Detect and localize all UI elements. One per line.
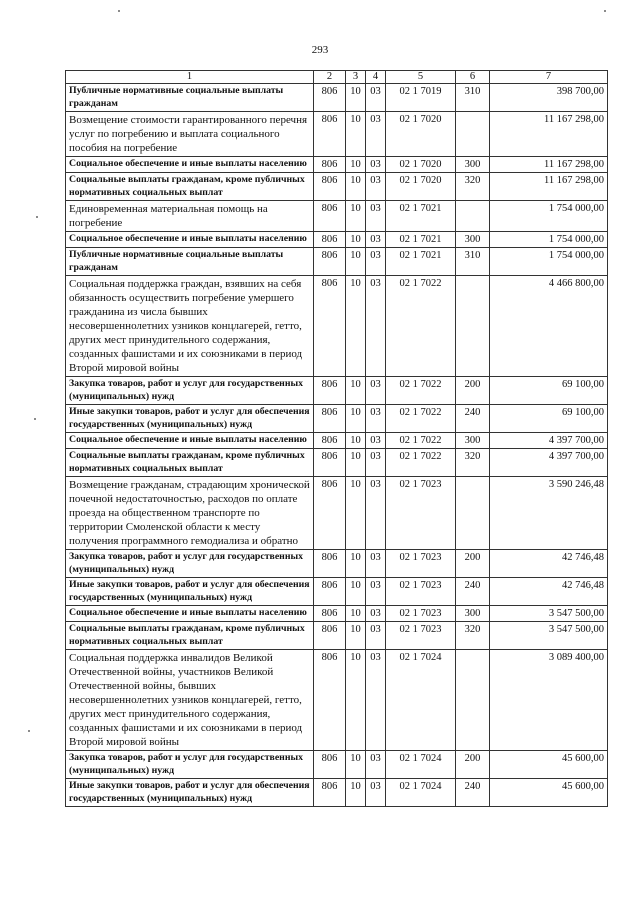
row-ved-cell: 806 <box>314 84 346 112</box>
row-vr-cell <box>456 201 490 232</box>
row-rz-cell: 10 <box>346 751 366 779</box>
table-body <box>66 84 608 807</box>
scan-speck <box>36 216 38 218</box>
row-csr-cell: 02 1 7024 <box>386 779 456 807</box>
row-sum-cell: 11 167 298,00 <box>490 112 608 157</box>
row-ved-cell: 806 <box>314 449 346 477</box>
row-vr-cell: 200 <box>456 550 490 578</box>
row-sum-cell: 69 100,00 <box>490 405 608 433</box>
row-rz-cell: 10 <box>346 622 366 650</box>
row-sum-cell: 42 746,48 <box>490 550 608 578</box>
row-rz-cell: 10 <box>346 477 366 550</box>
row-pr-cell: 03 <box>366 622 386 650</box>
row-ved-cell: 806 <box>314 477 346 550</box>
table-row <box>66 433 608 449</box>
row-ved-cell: 806 <box>314 201 346 232</box>
row-vr-cell: 300 <box>456 157 490 173</box>
header-cell-pr: 4 <box>366 71 386 84</box>
row-vr-cell: 320 <box>456 449 490 477</box>
row-csr-cell: 02 1 7021 <box>386 201 456 232</box>
table-row <box>66 276 608 377</box>
row-pr-cell: 03 <box>366 550 386 578</box>
row-vr-cell <box>456 477 490 550</box>
row-vr-cell <box>456 650 490 751</box>
row-sum-cell: 69 100,00 <box>490 377 608 405</box>
row-pr-cell: 03 <box>366 751 386 779</box>
row-ved-cell: 806 <box>314 173 346 201</box>
row-sum-cell: 3 089 400,00 <box>490 650 608 751</box>
row-vr-cell: 300 <box>456 232 490 248</box>
row-csr-cell: 02 1 7020 <box>386 112 456 157</box>
page-number: 293 <box>311 44 329 56</box>
row-csr-cell: 02 1 7020 <box>386 173 456 201</box>
row-ved-cell: 806 <box>314 550 346 578</box>
header-cell-csr: 5 <box>386 71 456 84</box>
row-pr-cell: 03 <box>366 377 386 405</box>
row-rz-cell: 10 <box>346 157 366 173</box>
row-sum-cell: 4 397 700,00 <box>490 449 608 477</box>
row-name-cell: Социальное обеспечение и иные выплаты населению <box>66 433 314 449</box>
row-csr-cell: 02 1 7023 <box>386 622 456 650</box>
budget-table <box>65 70 608 807</box>
row-vr-cell: 200 <box>456 751 490 779</box>
row-pr-cell: 03 <box>366 201 386 232</box>
row-csr-cell: 02 1 7022 <box>386 449 456 477</box>
row-rz-cell: 10 <box>346 550 366 578</box>
row-ved-cell: 806 <box>314 112 346 157</box>
row-vr-cell: 240 <box>456 578 490 606</box>
row-pr-cell: 03 <box>366 84 386 112</box>
row-name-cell: Иные закупки товаров, работ и услуг для обеспечения государственных (муниципальных) нужд <box>66 779 314 807</box>
row-sum-cell: 45 600,00 <box>490 779 608 807</box>
row-sum-cell: 3 547 500,00 <box>490 606 608 622</box>
row-ved-cell: 806 <box>314 157 346 173</box>
row-pr-cell: 03 <box>366 477 386 550</box>
row-csr-cell: 02 1 7024 <box>386 751 456 779</box>
row-csr-cell: 02 1 7020 <box>386 157 456 173</box>
row-rz-cell: 10 <box>346 173 366 201</box>
row-csr-cell: 02 1 7023 <box>386 477 456 550</box>
row-name-cell: Возмещение стоимости гарантированного перечня услуг по погребению и выплата социального пособия на погребение <box>66 112 314 157</box>
row-rz-cell: 10 <box>346 84 366 112</box>
row-rz-cell: 10 <box>346 201 366 232</box>
table-row <box>66 751 608 779</box>
row-ved-cell: 806 <box>314 433 346 449</box>
row-csr-cell: 02 1 7023 <box>386 550 456 578</box>
table-row <box>66 248 608 276</box>
row-ved-cell: 806 <box>314 377 346 405</box>
row-csr-cell: 02 1 7023 <box>386 578 456 606</box>
row-rz-cell: 10 <box>346 433 366 449</box>
row-sum-cell: 4 466 800,00 <box>490 276 608 377</box>
table-row <box>66 377 608 405</box>
row-ved-cell: 806 <box>314 622 346 650</box>
header-row <box>66 71 608 84</box>
row-pr-cell: 03 <box>366 779 386 807</box>
row-rz-cell: 10 <box>346 606 366 622</box>
row-name-cell: Публичные нормативные социальные выплаты гражданам <box>66 248 314 276</box>
row-sum-cell: 1 754 000,00 <box>490 232 608 248</box>
row-rz-cell: 10 <box>346 112 366 157</box>
row-csr-cell: 02 1 7022 <box>386 433 456 449</box>
row-rz-cell: 10 <box>346 276 366 377</box>
row-rz-cell: 10 <box>346 578 366 606</box>
row-vr-cell <box>456 112 490 157</box>
row-name-cell: Социальная поддержка инвалидов Великой Отечественной войны, участников Великой Отечественной войны, бывших несовершеннолетних узников концлагерей, гетто, других мест принудительного содержания, созданных фашистами и их союзниками в период Второй мировой войны <box>66 650 314 751</box>
row-vr-cell: 320 <box>456 622 490 650</box>
header-cell-name: 1 <box>66 71 314 84</box>
row-vr-cell: 240 <box>456 405 490 433</box>
row-pr-cell: 03 <box>366 449 386 477</box>
row-csr-cell: 02 1 7021 <box>386 248 456 276</box>
table-row <box>66 449 608 477</box>
row-name-cell: Социальное обеспечение и иные выплаты населению <box>66 157 314 173</box>
row-ved-cell: 806 <box>314 578 346 606</box>
row-name-cell: Социальное обеспечение и иные выплаты населению <box>66 232 314 248</box>
row-ved-cell: 806 <box>314 405 346 433</box>
header-cell-rz: 3 <box>346 71 366 84</box>
row-vr-cell: 240 <box>456 779 490 807</box>
row-pr-cell: 03 <box>366 157 386 173</box>
scan-speck <box>118 10 120 12</box>
row-vr-cell: 310 <box>456 84 490 112</box>
row-pr-cell: 03 <box>366 433 386 449</box>
row-vr-cell: 300 <box>456 606 490 622</box>
row-pr-cell: 03 <box>366 112 386 157</box>
row-vr-cell: 300 <box>456 433 490 449</box>
row-sum-cell: 4 397 700,00 <box>490 433 608 449</box>
row-sum-cell: 3 590 246,48 <box>490 477 608 550</box>
row-rz-cell: 10 <box>346 377 366 405</box>
row-csr-cell: 02 1 7024 <box>386 650 456 751</box>
row-pr-cell: 03 <box>366 232 386 248</box>
row-ved-cell: 806 <box>314 276 346 377</box>
row-name-cell: Единовременная материальная помощь на погребение <box>66 201 314 232</box>
row-vr-cell: 310 <box>456 248 490 276</box>
row-rz-cell: 10 <box>346 232 366 248</box>
header-cell-sum: 7 <box>490 71 608 84</box>
scan-speck <box>34 418 36 420</box>
table-row <box>66 201 608 232</box>
table-row <box>66 112 608 157</box>
row-pr-cell: 03 <box>366 606 386 622</box>
row-csr-cell: 02 1 7019 <box>386 84 456 112</box>
table-row <box>66 405 608 433</box>
table-header <box>66 71 608 84</box>
row-sum-cell: 11 167 298,00 <box>490 157 608 173</box>
table-row <box>66 578 608 606</box>
row-rz-cell: 10 <box>346 779 366 807</box>
row-name-cell: Социальная поддержка граждан, взявших на себя обязанность осуществить погребение умершего гражданина из числа бывших несовершеннолетних узников концлагерей, гетто, других мест принудительного содержания, созданных фашистами и их союзниками в период Второй мировой войны <box>66 276 314 377</box>
row-ved-cell: 806 <box>314 751 346 779</box>
row-name-cell: Закупка товаров, работ и услуг для государственных (муниципальных) нужд <box>66 751 314 779</box>
row-name-cell: Социальное обеспечение и иные выплаты населению <box>66 606 314 622</box>
row-vr-cell: 200 <box>456 377 490 405</box>
row-ved-cell: 806 <box>314 232 346 248</box>
row-pr-cell: 03 <box>366 248 386 276</box>
row-ved-cell: 806 <box>314 650 346 751</box>
row-sum-cell: 1 754 000,00 <box>490 201 608 232</box>
row-pr-cell: 03 <box>366 276 386 377</box>
row-sum-cell: 398 700,00 <box>490 84 608 112</box>
row-sum-cell: 1 754 000,00 <box>490 248 608 276</box>
row-name-cell: Иные закупки товаров, работ и услуг для обеспечения государственных (муниципальных) нужд <box>66 578 314 606</box>
row-pr-cell: 03 <box>366 405 386 433</box>
row-rz-cell: 10 <box>346 248 366 276</box>
row-pr-cell: 03 <box>366 650 386 751</box>
header-cell-ved: 2 <box>314 71 346 84</box>
row-csr-cell: 02 1 7022 <box>386 276 456 377</box>
table-row <box>66 650 608 751</box>
row-name-cell: Закупка товаров, работ и услуг для государственных (муниципальных) нужд <box>66 550 314 578</box>
row-rz-cell: 10 <box>346 650 366 751</box>
row-name-cell: Публичные нормативные социальные выплаты гражданам <box>66 84 314 112</box>
row-csr-cell: 02 1 7023 <box>386 606 456 622</box>
row-pr-cell: 03 <box>366 578 386 606</box>
row-csr-cell: 02 1 7021 <box>386 232 456 248</box>
table-row <box>66 84 608 112</box>
table-row <box>66 550 608 578</box>
row-csr-cell: 02 1 7022 <box>386 377 456 405</box>
table-row <box>66 157 608 173</box>
row-name-cell: Социальные выплаты гражданам, кроме публичных нормативных социальных выплат <box>66 173 314 201</box>
header-cell-vr: 6 <box>456 71 490 84</box>
table-row <box>66 606 608 622</box>
row-ved-cell: 806 <box>314 606 346 622</box>
row-name-cell: Закупка товаров, работ и услуг для государственных (муниципальных) нужд <box>66 377 314 405</box>
row-rz-cell: 10 <box>346 405 366 433</box>
row-pr-cell: 03 <box>366 173 386 201</box>
scan-speck <box>604 10 606 12</box>
table-row <box>66 779 608 807</box>
row-vr-cell: 320 <box>456 173 490 201</box>
table-row <box>66 622 608 650</box>
row-sum-cell: 42 746,48 <box>490 578 608 606</box>
row-vr-cell <box>456 276 490 377</box>
row-ved-cell: 806 <box>314 248 346 276</box>
row-sum-cell: 45 600,00 <box>490 751 608 779</box>
row-name-cell: Социальные выплаты гражданам, кроме публичных нормативных социальных выплат <box>66 449 314 477</box>
table-row <box>66 477 608 550</box>
table-row <box>66 232 608 248</box>
table-row <box>66 173 608 201</box>
row-ved-cell: 806 <box>314 779 346 807</box>
row-rz-cell: 10 <box>346 449 366 477</box>
row-sum-cell: 11 167 298,00 <box>490 173 608 201</box>
row-name-cell: Социальные выплаты гражданам, кроме публичных нормативных социальных выплат <box>66 622 314 650</box>
row-sum-cell: 3 547 500,00 <box>490 622 608 650</box>
row-csr-cell: 02 1 7022 <box>386 405 456 433</box>
row-name-cell: Иные закупки товаров, работ и услуг для обеспечения государственных (муниципальных) нужд <box>66 405 314 433</box>
scan-speck <box>28 730 30 732</box>
row-name-cell: Возмещение гражданам, страдающим хронической почечной недостаточностью, расходов по оплате проезда на общественном транспорте по территории Смоленской области к месту получения программного гемодиализа и обратно <box>66 477 314 550</box>
